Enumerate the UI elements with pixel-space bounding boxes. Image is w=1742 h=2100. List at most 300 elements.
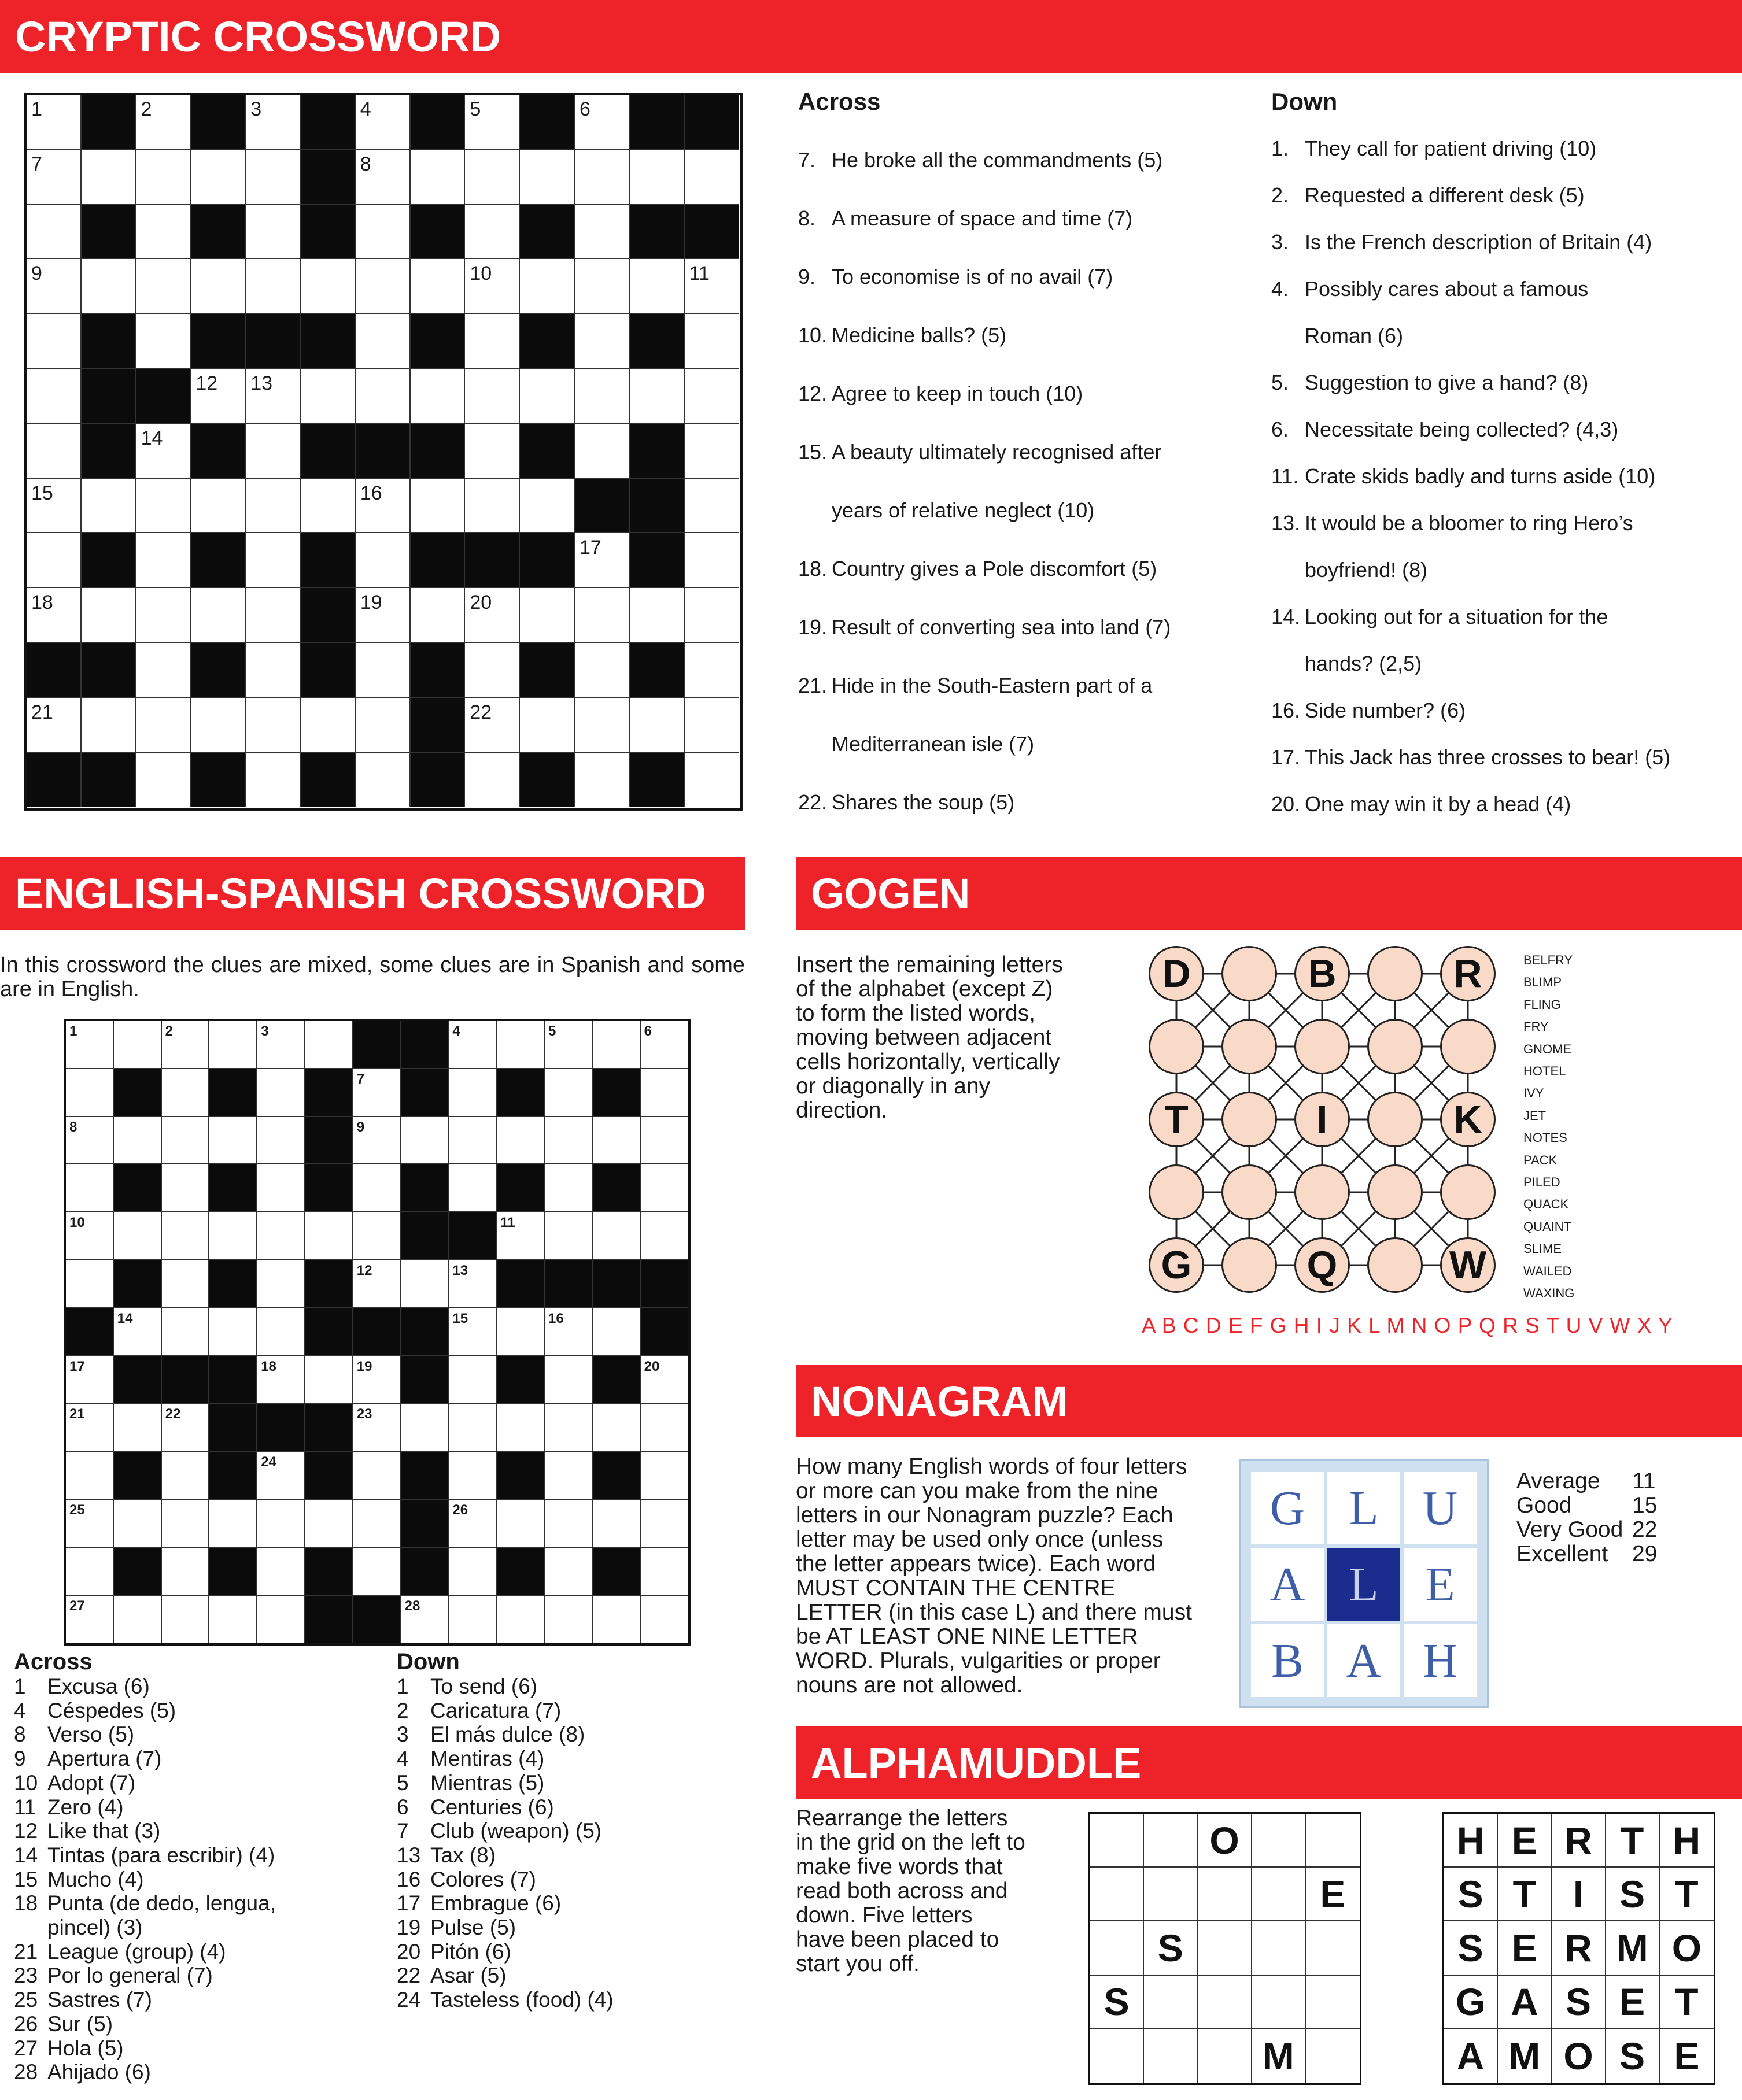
crossword-cell[interactable]	[630, 698, 685, 753]
crossword-cell[interactable]	[246, 479, 301, 534]
crossword-cell[interactable]	[685, 259, 740, 314]
crossword-cell[interactable]	[401, 1596, 449, 1644]
crossword-cell[interactable]	[136, 479, 191, 534]
crossword-cell[interactable]	[411, 150, 466, 205]
crossword-cell[interactable]	[209, 1212, 257, 1260]
crossword-cell[interactable]	[66, 1069, 114, 1117]
alphamuddle-entry-cell[interactable]	[1198, 1976, 1252, 2029]
crossword-cell[interactable]	[685, 698, 740, 753]
crossword-cell[interactable]	[465, 205, 520, 260]
crossword-cell[interactable]	[356, 698, 411, 753]
crossword-cell[interactable]	[246, 698, 301, 753]
gogen-cell[interactable]	[1367, 1164, 1423, 1220]
crossword-cell[interactable]	[685, 369, 740, 424]
crossword-cell[interactable]	[465, 150, 520, 205]
crossword-cell[interactable]	[162, 1500, 210, 1548]
crossword-cell[interactable]	[301, 479, 356, 534]
gogen-cell[interactable]: I	[1294, 1092, 1350, 1147]
gogen-cell[interactable]	[1149, 1019, 1204, 1074]
crossword-cell[interactable]	[27, 369, 82, 424]
crossword-cell[interactable]	[465, 753, 520, 808]
crossword-cell[interactable]	[575, 314, 630, 369]
crossword-cell[interactable]	[162, 1596, 210, 1644]
crossword-cell[interactable]	[114, 1500, 162, 1548]
crossword-cell[interactable]	[449, 1452, 497, 1500]
alphamuddle-entry-cell[interactable]: S	[1090, 1976, 1144, 2029]
crossword-cell[interactable]	[356, 479, 411, 534]
crossword-cell[interactable]	[575, 424, 630, 479]
crossword-cell[interactable]	[630, 150, 685, 205]
gogen-cell[interactable]	[1221, 946, 1277, 1001]
gogen-cell[interactable]: T	[1149, 1092, 1204, 1147]
crossword-cell[interactable]	[497, 1596, 545, 1644]
crossword-cell[interactable]	[356, 314, 411, 369]
crossword-cell[interactable]	[465, 479, 520, 534]
crossword-cell[interactable]	[27, 533, 82, 588]
crossword-cell[interactable]	[545, 1308, 593, 1356]
crossword-cell[interactable]	[465, 259, 520, 314]
crossword-cell[interactable]	[246, 205, 301, 260]
crossword-cell[interactable]	[257, 1212, 305, 1260]
crossword-cell[interactable]	[575, 95, 630, 150]
crossword-cell[interactable]	[449, 1260, 497, 1308]
crossword-cell[interactable]	[162, 1308, 210, 1356]
crossword-cell[interactable]	[191, 698, 246, 753]
crossword-cell[interactable]	[593, 1021, 641, 1069]
crossword-cell[interactable]	[465, 643, 520, 698]
crossword-cell[interactable]	[356, 205, 411, 260]
alphamuddle-letter-cell: E	[1498, 1921, 1552, 1975]
gogen-alphabet: A B C D E F G H I J K L M N O P Q R S T U V W X Y	[1142, 1314, 1673, 1337]
alphamuddle-entry-cell[interactable]: E	[1306, 1868, 1360, 1921]
crossword-cell[interactable]	[641, 1500, 689, 1548]
crossword-cell[interactable]	[27, 150, 82, 205]
crossword-cell[interactable]	[66, 1596, 114, 1644]
crossword-cell[interactable]	[257, 1164, 305, 1212]
crossword-cell[interactable]	[82, 698, 136, 753]
crossword-cell[interactable]	[545, 1212, 593, 1260]
alphamuddle-entry-cell[interactable]	[1144, 2029, 1198, 2083]
alphamuddle-entry-cell[interactable]	[1144, 1868, 1198, 1921]
crossword-cell[interactable]	[356, 259, 411, 314]
crossword-cell[interactable]	[82, 479, 136, 534]
crossword-cell[interactable]	[497, 1212, 545, 1260]
crossword-cell[interactable]	[401, 1404, 449, 1452]
alphamuddle-entry-cell[interactable]	[1198, 1921, 1252, 1975]
clue-text: A beauty ultimately recognised after	[832, 440, 1162, 464]
crossword-cell[interactable]	[593, 1117, 641, 1165]
crossword-cell[interactable]	[246, 95, 301, 150]
clue-text: A measure of space and time (7)	[832, 206, 1133, 230]
crossword-cell[interactable]	[136, 314, 191, 369]
crossword-cell[interactable]	[545, 1069, 593, 1117]
crossword-cell[interactable]	[685, 314, 740, 369]
crossword-cell[interactable]	[66, 1164, 114, 1212]
alphamuddle-entry-cell[interactable]	[1090, 1814, 1144, 1868]
crossword-cell[interactable]	[136, 259, 191, 314]
crossword-cell[interactable]	[82, 150, 136, 205]
crossword-cell[interactable]	[465, 369, 520, 424]
crossword-cell[interactable]	[246, 753, 301, 808]
crossword-cell[interactable]	[136, 698, 191, 753]
crossword-cell[interactable]	[497, 1117, 545, 1165]
crossword-cell[interactable]	[593, 1404, 641, 1452]
crossword-cell[interactable]	[162, 1548, 210, 1596]
crossword-cell[interactable]	[162, 1117, 210, 1165]
crossword-cell[interactable]	[305, 1500, 353, 1548]
crossword-cell[interactable]	[449, 1117, 497, 1165]
crossword-cell[interactable]	[66, 1548, 114, 1596]
crossword-cell[interactable]	[520, 259, 575, 314]
crossword-cell[interactable]	[641, 1021, 689, 1069]
crossword-cell[interactable]	[114, 1021, 162, 1069]
crossword-cell[interactable]	[449, 1548, 497, 1596]
crossword-cell[interactable]	[27, 424, 82, 479]
crossword-cell[interactable]	[353, 1212, 401, 1260]
crossword-cell[interactable]	[353, 1117, 401, 1165]
gogen-cell[interactable]	[1294, 1019, 1350, 1074]
crossword-cell[interactable]	[497, 1308, 545, 1356]
crossword-cell[interactable]	[575, 150, 630, 205]
gogen-cell[interactable]	[1367, 1092, 1423, 1147]
crossword-cell[interactable]	[66, 1260, 114, 1308]
crossword-cell[interactable]	[630, 588, 685, 643]
crossword-cell[interactable]	[257, 1117, 305, 1165]
crossword-cell[interactable]	[685, 533, 740, 588]
crossword-cell[interactable]	[162, 1452, 210, 1500]
crossword-cell[interactable]	[257, 1452, 305, 1500]
crossword-cell[interactable]	[301, 698, 356, 753]
crossword-cell[interactable]	[191, 150, 246, 205]
crossword-cell[interactable]	[641, 1452, 689, 1500]
crossword-cell[interactable]	[593, 1596, 641, 1644]
crossword-cell[interactable]	[246, 588, 301, 643]
crossword-cell[interactable]	[257, 1308, 305, 1356]
alphamuddle-entry-cell[interactable]	[1198, 2029, 1252, 2083]
crossword-cell[interactable]	[449, 1500, 497, 1548]
crossword-cell[interactable]	[575, 259, 630, 314]
alphamuddle-entry-cell[interactable]	[1252, 1814, 1306, 1868]
crossword-cell[interactable]	[136, 753, 191, 808]
black-square	[497, 1164, 545, 1212]
crossword-cell[interactable]	[449, 1021, 497, 1069]
crossword-cell[interactable]	[114, 1404, 162, 1452]
crossword-cell[interactable]	[27, 95, 82, 150]
gogen-cell[interactable]: W	[1440, 1237, 1496, 1293]
gogen-cell[interactable]: Q	[1294, 1237, 1350, 1293]
alphamuddle-entry-cell[interactable]	[1306, 2029, 1360, 2083]
alphamuddle-entry-cell[interactable]	[1306, 1976, 1360, 2029]
crossword-cell[interactable]	[246, 643, 301, 698]
crossword-cell[interactable]	[685, 753, 740, 808]
crossword-cell[interactable]	[66, 1404, 114, 1452]
gogen-cell[interactable]: K	[1440, 1092, 1496, 1147]
crossword-cell[interactable]	[401, 1117, 449, 1165]
gogen-cell[interactable]	[1221, 1092, 1277, 1147]
crossword-cell[interactable]	[82, 588, 136, 643]
crossword-cell[interactable]	[114, 1308, 162, 1356]
alphamuddle-entry-cell[interactable]	[1090, 1868, 1144, 1921]
gogen-cell[interactable]	[1149, 1164, 1204, 1220]
crossword-cell[interactable]	[136, 643, 191, 698]
crossword-cell[interactable]	[593, 1308, 641, 1356]
crossword-cell[interactable]	[353, 1356, 401, 1404]
alphamuddle-entry-cell[interactable]	[1252, 1868, 1306, 1921]
crossword-cell[interactable]	[27, 205, 82, 260]
crossword-cell[interactable]	[356, 753, 411, 808]
alphamuddle-entry-cell[interactable]	[1306, 1921, 1360, 1975]
gogen-cell[interactable]: G	[1149, 1237, 1204, 1293]
crossword-cell[interactable]	[136, 150, 191, 205]
clue-number: 11	[500, 1215, 515, 1231]
crossword-cell[interactable]	[257, 1356, 305, 1404]
crossword-cell[interactable]	[356, 643, 411, 698]
crossword-cell[interactable]	[685, 479, 740, 534]
crossword-cell[interactable]	[66, 1021, 114, 1069]
crossword-cell[interactable]	[411, 588, 466, 643]
crossword-cell[interactable]	[575, 588, 630, 643]
alphamuddle-entry-cell[interactable]: O	[1198, 1814, 1252, 1868]
crossword-cell[interactable]	[545, 1500, 593, 1548]
crossword-cell[interactable]	[575, 369, 630, 424]
crossword-cell[interactable]	[593, 1500, 641, 1548]
crossword-cell[interactable]	[641, 1596, 689, 1644]
gogen-cell[interactable]	[1367, 1019, 1423, 1074]
crossword-cell[interactable]	[545, 1164, 593, 1212]
crossword-cell[interactable]	[136, 424, 191, 479]
black-square	[301, 314, 356, 369]
gogen-cell[interactable]	[1221, 1164, 1277, 1220]
gogen-cell[interactable]	[1440, 1019, 1496, 1074]
crossword-cell[interactable]	[27, 314, 82, 369]
crossword-cell[interactable]	[520, 588, 575, 643]
crossword-cell[interactable]	[66, 1500, 114, 1548]
crossword-cell[interactable]	[545, 1548, 593, 1596]
crossword-cell[interactable]	[353, 1452, 401, 1500]
crossword-cell[interactable]	[497, 1404, 545, 1452]
crossword-cell[interactable]	[641, 1117, 689, 1165]
crossword-cell[interactable]	[641, 1164, 689, 1212]
crossword-cell[interactable]	[257, 1069, 305, 1117]
crossword-cell[interactable]	[685, 643, 740, 698]
gogen-cell[interactable]	[1367, 1237, 1423, 1293]
crossword-cell[interactable]	[66, 1212, 114, 1260]
crossword-cell[interactable]	[545, 1596, 593, 1644]
crossword-cell[interactable]	[209, 1021, 257, 1069]
crossword-cell[interactable]	[246, 150, 301, 205]
crossword-cell[interactable]	[356, 533, 411, 588]
crossword-cell[interactable]	[630, 259, 685, 314]
crossword-cell[interactable]	[449, 1308, 497, 1356]
crossword-cell[interactable]	[257, 1596, 305, 1644]
alphamuddle-entry-cell[interactable]	[1252, 1921, 1306, 1975]
crossword-cell[interactable]	[257, 1021, 305, 1069]
crossword-cell[interactable]	[162, 1260, 210, 1308]
crossword-cell[interactable]	[575, 533, 630, 588]
crossword-cell[interactable]	[545, 1404, 593, 1452]
crossword-cell[interactable]	[114, 1212, 162, 1260]
crossword-cell[interactable]	[520, 698, 575, 753]
crossword-cell[interactable]	[641, 1212, 689, 1260]
crossword-cell[interactable]	[301, 259, 356, 314]
crossword-cell[interactable]	[353, 1260, 401, 1308]
crossword-cell[interactable]	[353, 1404, 401, 1452]
crossword-cell[interactable]	[191, 259, 246, 314]
crossword-cell[interactable]	[356, 369, 411, 424]
crossword-cell[interactable]	[449, 1164, 497, 1212]
crossword-cell[interactable]	[246, 424, 301, 479]
crossword-cell[interactable]	[401, 1260, 449, 1308]
crossword-cell[interactable]	[356, 588, 411, 643]
crossword-cell[interactable]	[353, 1164, 401, 1212]
alphamuddle-entry-cell[interactable]	[1090, 2029, 1144, 2083]
clue-text: Hide in the South-Eastern part of a	[832, 674, 1153, 697]
crossword-cell[interactable]	[411, 369, 466, 424]
alphamuddle-entry-cell[interactable]	[1144, 1814, 1198, 1868]
gogen-cell[interactable]	[1440, 1164, 1496, 1220]
crossword-cell[interactable]	[545, 1452, 593, 1500]
black-square	[497, 1452, 545, 1500]
clue-item	[798, 206, 1132, 231]
crossword-cell[interactable]	[465, 314, 520, 369]
crossword-cell[interactable]	[257, 1500, 305, 1548]
crossword-cell[interactable]	[411, 479, 466, 534]
crossword-cell[interactable]	[257, 1260, 305, 1308]
gogen-cell[interactable]: R	[1440, 946, 1496, 1001]
alphamuddle-entry-cell[interactable]: S	[1144, 1921, 1198, 1975]
crossword-cell[interactable]	[465, 588, 520, 643]
crossword-cell[interactable]	[136, 588, 191, 643]
gogen-word: PILED	[1523, 1175, 1560, 1189]
clue-number: 17	[69, 1358, 85, 1374]
clue-text: Country gives a Pole discomfort (5)	[832, 557, 1157, 581]
crossword-cell[interactable]	[449, 1356, 497, 1404]
alphamuddle-entry-cell[interactable]	[1306, 1814, 1360, 1868]
crossword-cell[interactable]	[66, 1117, 114, 1165]
crossword-cell[interactable]	[162, 1069, 210, 1117]
crossword-cell[interactable]	[685, 150, 740, 205]
crossword-cell[interactable]	[575, 753, 630, 808]
crossword-cell[interactable]	[520, 150, 575, 205]
crossword-cell[interactable]	[191, 479, 246, 534]
crossword-cell[interactable]	[136, 533, 191, 588]
clue-item	[397, 1771, 544, 1795]
crossword-cell[interactable]	[356, 95, 411, 150]
crossword-cell[interactable]	[301, 369, 356, 424]
crossword-cell[interactable]	[136, 205, 191, 260]
crossword-cell[interactable]	[545, 1117, 593, 1165]
crossword-cell[interactable]	[520, 369, 575, 424]
crossword-cell[interactable]	[162, 1212, 210, 1260]
crossword-cell[interactable]	[209, 1500, 257, 1548]
crossword-cell[interactable]	[246, 259, 301, 314]
crossword-cell[interactable]	[641, 1356, 689, 1404]
crossword-cell[interactable]	[82, 259, 136, 314]
crossword-cell[interactable]	[209, 1596, 257, 1644]
crossword-cell[interactable]	[27, 259, 82, 314]
crossword-cell[interactable]	[545, 1356, 593, 1404]
crossword-cell[interactable]	[575, 698, 630, 753]
crossword-cell[interactable]	[27, 588, 82, 643]
crossword-cell[interactable]	[630, 369, 685, 424]
gogen-cell[interactable]	[1294, 1164, 1350, 1220]
alphamuddle-letter-cell: R	[1552, 1814, 1606, 1868]
crossword-cell[interactable]	[356, 150, 411, 205]
crossword-cell[interactable]	[209, 1117, 257, 1165]
gogen-cell[interactable]	[1367, 946, 1423, 1001]
gogen-cell[interactable]: D	[1149, 946, 1204, 1001]
crossword-cell[interactable]	[191, 369, 246, 424]
crossword-cell[interactable]	[353, 1548, 401, 1596]
clue-text: He broke all the commandments (5)	[832, 148, 1163, 172]
crossword-cell[interactable]	[449, 1596, 497, 1644]
crossword-cell[interactable]	[497, 1500, 545, 1548]
crossword-cell[interactable]	[593, 1212, 641, 1260]
crossword-cell[interactable]	[575, 643, 630, 698]
crossword-cell[interactable]	[257, 1548, 305, 1596]
crossword-cell[interactable]	[520, 479, 575, 534]
crossword-cell[interactable]	[641, 1548, 689, 1596]
crossword-cell[interactable]	[465, 698, 520, 753]
crossword-cell[interactable]	[305, 1212, 353, 1260]
crossword-cell[interactable]	[353, 1500, 401, 1548]
crossword-cell[interactable]	[209, 1308, 257, 1356]
alphamuddle-entry-cell[interactable]	[1198, 1868, 1252, 1921]
crossword-cell[interactable]	[27, 479, 82, 534]
crossword-cell[interactable]	[353, 1069, 401, 1117]
crossword-cell[interactable]	[641, 1404, 689, 1452]
crossword-cell[interactable]	[162, 1164, 210, 1212]
crossword-cell[interactable]	[449, 1404, 497, 1452]
crossword-cell[interactable]	[449, 1069, 497, 1117]
crossword-cell[interactable]	[162, 1021, 210, 1069]
gogen-cell[interactable]	[1221, 1019, 1277, 1074]
gogen-cell[interactable]: B	[1294, 946, 1350, 1001]
black-square	[520, 95, 575, 150]
crossword-cell[interactable]	[114, 1596, 162, 1644]
crossword-cell[interactable]	[465, 424, 520, 479]
clue-text: Tasteless (food) (4)	[430, 1988, 614, 2012]
crossword-cell[interactable]	[545, 1021, 593, 1069]
crossword-cell[interactable]	[191, 588, 246, 643]
crossword-cell[interactable]	[27, 698, 82, 753]
crossword-cell[interactable]	[305, 1021, 353, 1069]
alphamuddle-entry-cell[interactable]: M	[1252, 2029, 1306, 2083]
alphamuddle-entry-cell[interactable]	[1090, 1921, 1144, 1975]
crossword-cell[interactable]	[685, 424, 740, 479]
clue-text: Zero (4)	[47, 1795, 124, 1819]
crossword-cell[interactable]	[497, 1021, 545, 1069]
alphamuddle-letter-cell: H	[1444, 1814, 1498, 1868]
crossword-cell[interactable]	[246, 369, 301, 424]
alphamuddle-entry-cell[interactable]	[1252, 1976, 1306, 2029]
alphamuddle-entry-cell[interactable]	[1144, 1976, 1198, 2029]
crossword-cell[interactable]	[114, 1117, 162, 1165]
gogen-cell[interactable]	[1221, 1237, 1277, 1293]
crossword-cell[interactable]	[465, 95, 520, 150]
crossword-cell[interactable]	[246, 533, 301, 588]
black-square	[305, 1404, 353, 1452]
crossword-cell[interactable]	[305, 1356, 353, 1404]
crossword-cell[interactable]	[136, 95, 191, 150]
crossword-cell[interactable]	[411, 259, 466, 314]
crossword-cell[interactable]	[66, 1452, 114, 1500]
crossword-cell[interactable]	[641, 1069, 689, 1117]
crossword-cell[interactable]	[66, 1356, 114, 1404]
crossword-cell[interactable]	[685, 588, 740, 643]
crossword-cell[interactable]	[162, 1404, 210, 1452]
crossword-cell[interactable]	[575, 205, 630, 260]
